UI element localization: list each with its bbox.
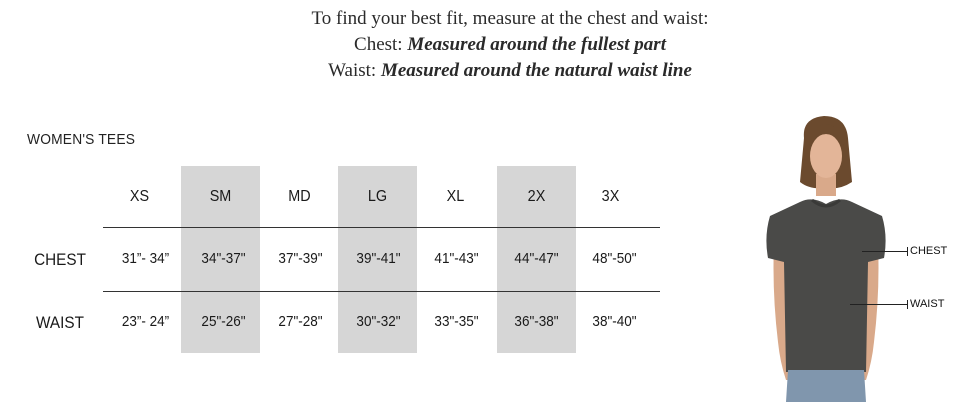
waist-sm: 25"-26" <box>201 313 246 330</box>
waist-callout-line <box>850 304 907 305</box>
instructions-heading: To find your best fit, measure at the chest and waist: <box>311 8 709 29</box>
waist-xs: 23”- 24” <box>121 313 170 330</box>
size-header-3x: 3X <box>601 188 620 205</box>
row-label-chest: CHEST <box>34 250 86 269</box>
waist-instruction <box>0 58 972 84</box>
chest-callout-label: CHEST <box>910 245 948 257</box>
size-header-lg: LG <box>367 188 388 205</box>
chest-lg: 39"-41" <box>356 250 401 267</box>
waist-3x: 38"-40" <box>592 313 637 330</box>
chest-md: 37"-39" <box>278 250 323 267</box>
waist-callout-tick <box>907 300 908 309</box>
table-divider <box>103 291 660 292</box>
size-header-xl: XL <box>446 188 465 205</box>
chest-callout-line <box>862 251 907 252</box>
chest-3x: 48"-50" <box>592 250 637 267</box>
waist-2x: 36"-38" <box>514 313 559 330</box>
waist-instruction-text: Measured around the natural waist line <box>380 60 692 81</box>
waist-callout-label: WAIST <box>910 298 945 310</box>
waist-lg: 30"-32" <box>356 313 401 330</box>
chest-callout-tick <box>907 247 908 256</box>
chest-instruction-label: Chest: <box>354 34 403 55</box>
chest-instruction <box>0 32 972 58</box>
waist-xl: 33"-35" <box>434 313 479 330</box>
chest-xs: 31”- 34” <box>121 250 170 267</box>
waist-md: 27"-28" <box>278 313 323 330</box>
row-label-waist: WAIST <box>36 313 84 332</box>
size-header-md: MD <box>288 188 311 205</box>
model-photo <box>756 112 896 402</box>
size-chart-title: WOMEN'S TEES <box>27 131 136 148</box>
size-header-2x: 2X <box>527 188 546 205</box>
size-header-sm: SM <box>209 188 232 205</box>
chest-xl: 41"-43" <box>434 250 479 267</box>
size-header-xs: XS <box>129 188 150 205</box>
waist-instruction-label: Waist: <box>328 60 377 81</box>
chest-sm: 34"-37" <box>201 250 246 267</box>
chest-2x: 44"-47" <box>514 250 559 267</box>
measuring-instructions <box>0 6 972 84</box>
table-divider <box>103 227 660 228</box>
chest-instruction-text: Measured around the fullest part <box>407 34 666 55</box>
